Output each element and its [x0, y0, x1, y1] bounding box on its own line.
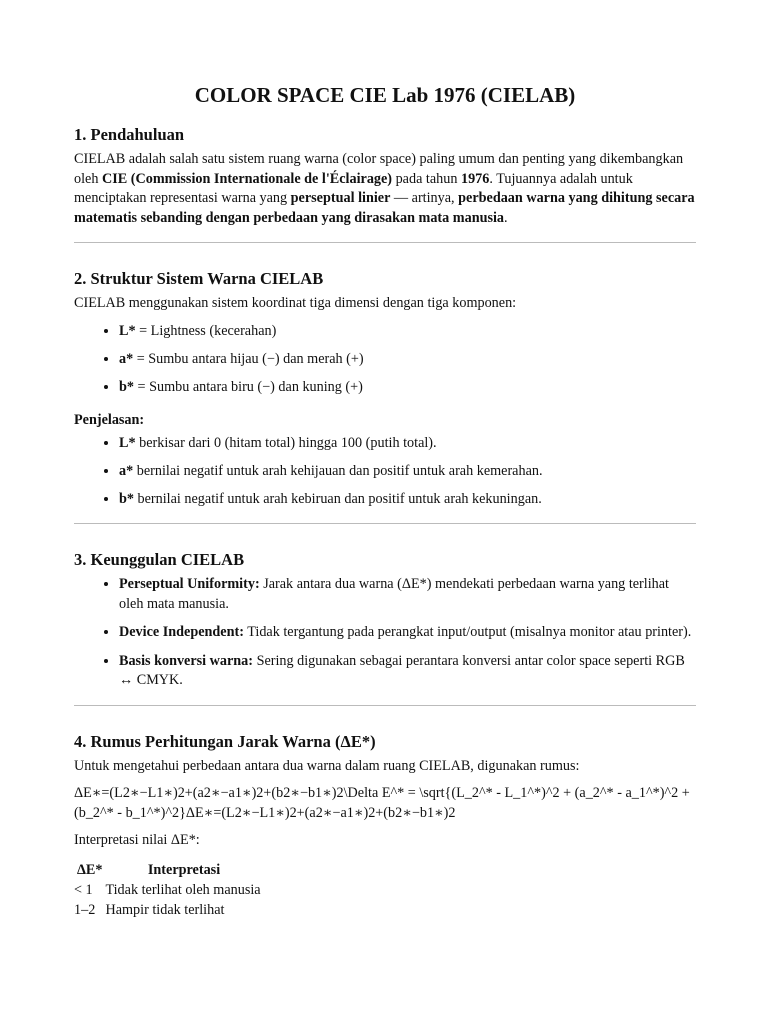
- explanation-list: [74, 434, 696, 510]
- section-divider: [74, 523, 696, 524]
- section-heading-pendahuluan: 1. Pendahuluan: [74, 125, 185, 144]
- document-title: COLOR SPACE CIE Lab 1976 (CIELAB): [194, 83, 576, 107]
- component-list: [74, 322, 696, 398]
- advantage-list: [74, 575, 696, 691]
- table-header-interpretasi: Interpretasi: [147, 861, 221, 878]
- list-item: • L* = Lightness (kecerahan): [119, 322, 696, 342]
- list-item: • Perseptual Uniformity: Jarak antara dua warna (ΔE*) mendekati perbedaan warna yang terlihat oleh mata manusia.: [119, 575, 696, 614]
- table-row: < 1 Tidak terlihat oleh manusia: [74, 881, 261, 898]
- rumus-intro: Untuk mengetahui perbedaan antara dua warna dalam ruang CIELAB, digunakan rumus:: [74, 757, 580, 774]
- document-page: [74, 80, 696, 920]
- section-heading-struktur: 2. Struktur Sistem Warna CIELAB: [74, 269, 324, 288]
- penjelasan-heading: Penjelasan:: [74, 412, 145, 428]
- section-divider: [74, 705, 696, 706]
- perseptual-linier-term: perseptual linier: [290, 190, 391, 206]
- table-header-delta-e: ΔE*: [77, 861, 103, 878]
- cie-name: CIE (Commission Internationale de l'Éclairage): [101, 170, 393, 187]
- list-item: • b* bernilai negatif untuk arah kebiruan dan positif untuk arah kekuningan.: [119, 490, 696, 510]
- list-item: • a* = Sumbu antara hijau (−) dan merah (+): [119, 350, 696, 370]
- table-row: 1–2 Hampir tidak terlihat: [74, 901, 225, 918]
- table-header-row: [74, 859, 263, 880]
- list-item: • a* bernilai negatif untuk arah kehijauan dan positif untuk arah kemerahan.: [119, 462, 696, 482]
- interpretation-table: [74, 859, 263, 920]
- interpretasi-label: Interpretasi nilai ΔE*:: [74, 832, 200, 848]
- pendahuluan-paragraph: CIELAB adalah salah satu sistem ruang warna (color space) paling umum dan penting yang dikembangkan oleh CIE (Commission Internationale de l'Éclairage) pada tahun 1976. Tujuannya adalah untuk menciptakan representasi warna yang perseptual linier — artinya, perbedaan warna yang dihitung secara matematis sebanding dengan perbedaan yang dirasakan mata manusia.: [74, 151, 695, 226]
- list-item: • L* berkisar dari 0 (hitam total) hingga 100 (putih total).: [119, 434, 696, 454]
- struktur-intro: CIELAB menggunakan sistem koordinat tiga dimensi dengan tiga komponen:: [74, 295, 517, 311]
- section-heading-keunggulan: 3. Keunggulan CIELAB: [74, 550, 245, 569]
- delta-e-formula: ΔE∗=(L2∗−L1∗)2+(a2∗−a1∗)2+(b2∗−b1∗)2\Delta E^* = \sqrt{(L_2^* - L_1^*)^2 + (a_2^* - a_1^*)^2 + (b_2^* - b_1^*)^2}ΔE∗=(L2∗−L1∗)2+(a2∗−a1∗)2+(b2∗−b1∗)2: [74, 785, 690, 821]
- perbedaan-warna-statement: perbedaan warna yang dihitung secara matematis sebanding dengan perbedaan yang dirasakan mata manusia: [74, 190, 695, 226]
- list-item: • Basis konversi warna: Sering digunakan sebagai perantara konversi antar color space seperti RGB ↔ CMYK.: [119, 652, 696, 691]
- year: 1976: [460, 170, 490, 187]
- section-divider: [74, 242, 696, 243]
- list-item: • Device Independent: Tidak tergantung pada perangkat input/output (misalnya monitor atau printer).: [119, 623, 696, 643]
- section-heading-rumus: 4. Rumus Perhitungan Jarak Warna (ΔE*): [74, 731, 376, 751]
- list-item: • b* = Sumbu antara biru (−) dan kuning (+): [119, 378, 696, 398]
